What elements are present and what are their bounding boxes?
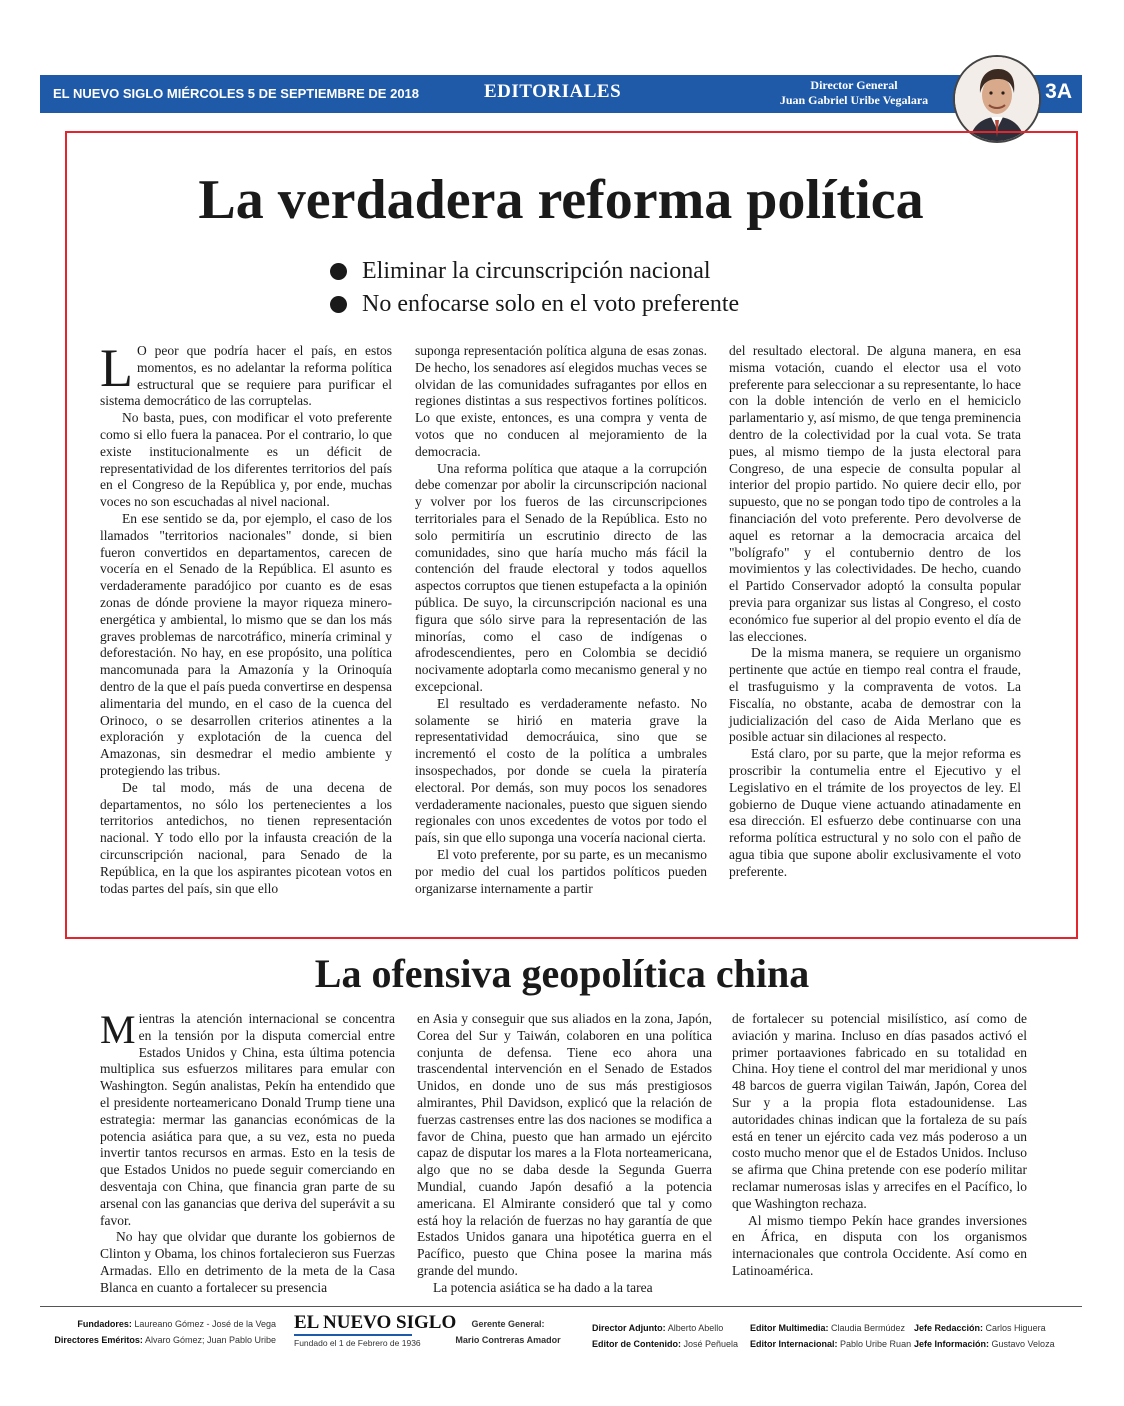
newsroom-chief: Carlos Higuera <box>985 1323 1046 1333</box>
multimedia-label: Editor Multimedia: <box>750 1323 829 1333</box>
editorial-1-column-1 <box>100 338 393 897</box>
paragraph: De tal modo, más de una decena de departamentos, no sólo los pertenecientes a los territorios antedichos, no tienen representación nacional. Y todo ello por la infausta creación de la circunscripción nacional, para Senado de la República, en la que los aspirantes picotean votos en todas partes del país, sin que ello <box>100 779 392 896</box>
paragraph: No hay que olvidar que durante los gobiernos de Clinton y Obama, los chinos fortalecieron sus Fuerzas Armadas. Ello en detrimento de la meta de la Casa Blanca en cuanto a fortalecer su presencia <box>100 1229 395 1295</box>
masthead-date: EL NUEVO SIGLO MIÉRCOLES 5 DE SEPTIEMBRE DE 2018 <box>53 86 420 101</box>
paragraph: de fortalecer su potencial misilístico, así como de aviación y marina. Incluso en días pasados activó el primer portaaviones fabricado en su totalidad en China. Hoy tiene el control del mar meridional y unos 48 barcos de guerra vigilan Taiwán, Japón, Corea del Sur y a la propia flota estadounidense. Las autoridades chinas indican que la fortaleza de su país está en tener un ejército cada vez más poderoso a un costo mucho menor que el de Estados Unidos. Incluso se afirma que China pretende con ese poderío militar reclamar numerosas islas y arrecifes en el Pacífico, lo que Washington rechaza. <box>732 1011 1027 1211</box>
editorial-1-title: La verdadera reforma política <box>198 169 924 231</box>
director-name: Juan Gabriel Uribe Vegalara <box>779 93 929 107</box>
footer-divider <box>40 1306 1082 1307</box>
paragraph: De la misma manera, se requiere un organismo pertinente que actúe en tiempo real contra el fraude, el trasfuguismo y la compraventa de votos. La Fiscalía, no obstante, acaba de demostrar con la judicialización del caso de Aida Merlano que es posible actuar sin dilaciones al respecto. <box>729 645 1021 745</box>
info-label: Jefe Información: <box>914 1339 990 1349</box>
content-label: Editor de Contenido: <box>592 1339 681 1349</box>
founded-date: Fundado el 1 de Febrero de 1936 <box>294 1338 421 1348</box>
editorial-1-column-2 <box>415 343 707 897</box>
emeritus-label: Directores Eméritos: <box>54 1335 143 1345</box>
footer-manager <box>448 1316 568 1348</box>
paragraph: Mientras la atención internacional se concentra en la tensión por la disputa comercial entre Estados Unidos y China, esta última potencia multiplica sus esfuerzos militares para emular con Washington. Según analistas, Pekín ha entendido que el presidente norteamericano Donald Trump tiene una estrategia: mermar las ganancias económicas de la potencia asiática para que, a su vez, esta no pueda invertir tantos recursos en armas. Esto en la tesis de que Estados Unidos no puede seguir comerciando en desventaja con China, que financia gran parte de su arsenal con las ganancias que deriva del superávit a su favor. <box>100 1007 395 1228</box>
footer-editors-3 <box>914 1320 1055 1352</box>
manager-label: Gerente General: <box>471 1319 545 1329</box>
manager: Mario Contreras Amador <box>455 1335 561 1345</box>
founders: Laureano Gómez - José de la Vega <box>134 1319 276 1329</box>
bullet-item: Eliminar la circunscripción nacional <box>330 255 890 288</box>
director-title: Director General <box>810 78 898 92</box>
content-editor: José Peñuela <box>683 1339 739 1349</box>
section-title: EDITORIALES <box>484 81 622 102</box>
editorial-2-title: La ofensiva geopolítica china <box>314 951 810 996</box>
logo-name: EL NUEVO SIGLO <box>294 1312 412 1336</box>
drop-cap: M <box>100 1007 136 1052</box>
editorial-2-column-2 <box>417 1011 712 1297</box>
paragraph: Una reforma política que ataque a la corrupción debe comenzar por abolir la circunscripción nacional y volver por los fueros de las circunscripciones territoriales para el Senado de la República. Esto no solo permitiría un escrutinio directo de las comunidades, sino que haría mucho más fácil la contención del fraude electoral y todos aquellos aspectos corruptos que tienen estupefacta a la opinión pública. De suyo, la circunscripción nacional es una figura que sólo sirve para la representación de las minorías, como el caso de indígenas o afrodescendientes, pero en Colombia se decidió nocivamente adoptarla como mecanismo general y no excepcional. <box>415 460 707 694</box>
footer-editors-1 <box>592 1320 738 1352</box>
masthead-band <box>40 75 1082 113</box>
footer-editors-2 <box>750 1320 911 1352</box>
editorial-2-column-3 <box>732 1011 1027 1280</box>
newspaper-logo <box>294 1312 457 1350</box>
footer-founders <box>40 1316 276 1348</box>
paragraph: No basta, pues, con modificar el voto preferente como si ello fuera la panacea. Por el contrario, lo que existe institucionalmente es un déficit de representatividad de los diferentes territorios del país en el Congreso de la República y, por ende, muchas voces no son escuchadas al nivel nacional. <box>100 410 392 510</box>
deputy: Alberto Abello <box>667 1323 724 1333</box>
founders-label: Fundadores: <box>77 1319 132 1329</box>
international-editor: Pablo Uribe Ruan <box>840 1339 912 1349</box>
director-portrait-icon <box>955 57 1039 141</box>
info-chief: Gustavo Veloza <box>991 1339 1055 1349</box>
multimedia-editor: Claudia Bermúdez <box>831 1323 906 1333</box>
paragraph: En ese sentido se da, por ejemplo, el caso de los llamados "territorios nacionales" donde, si bien fueron convertidos en departamentos, carecen de vocería en el Senado de la República. El asunto es verdaderamente paradójico por cuanto es de esas zonas de dónde proviene la mayor riqueza minero-energética y ambiental, lo mismo que se dan los más graves problemas de narcotráfico, minería criminal y deforestación. No hay, en ese propósito, una política mancomunada para la Amazonía y la Orinoquía dentro de la que el país pueda convertirse en despensa alimentaria del mundo, en el caso de la cuenca del Orinoco, o se desarrollen criterios atinentes a la exploración y explotación de la cuenca del Amazonas, sin desmedrar el medio ambiente y protegiendo las tribus. <box>100 510 393 778</box>
drop-cap: L <box>100 338 133 398</box>
paragraph: El voto preferente, por su parte, es un mecanismo por medio del cual los partidos políticos pueden organizarse internamente a partir <box>415 846 707 896</box>
international-label: Editor Internacional: <box>750 1339 838 1349</box>
paragraph: del resultado electoral. De alguna manera, en esa misma votación, cuando el elector usa el voto preferente para seleccionar a su representante, lo hace con la doble intención de verlo en el hemiciclo parlamentario y, así mismo, de que tenga preminencia dentro de la colectividad por la cual vota. Se trata pues, al mismo tiempo de la justa electoral para Congreso, de una especie de consulta popular al interior del propio partido. No quiere decir ello, por supuesto, que no se pongan todo tipo de controles a la financiación del voto preferente. Pero devolverse de aquel es retornar a la democracia arcaica del "bolígrafo" y el contubernio dentro de los movimientos y las colectividades. De hecho, cuando el Partido Conservador adoptó la consulta popular previa para organizar sus listas al Congreso, el costo económico fue superior al del propio evento el día de las elecciones. <box>729 343 1021 644</box>
editorial-1-column-3 <box>729 343 1021 881</box>
editorial-1-bullets <box>330 255 890 321</box>
paragraph: en Asia y conseguir que sus aliados en la zona, Japón, Corea del Sur y Taiwán, colaboren en una política conjunta de defensa. Tiene eco ahora una trascendental intervención en el Senado de Estados Unidos, en donde uno de sus más prestigiosos almirantes, Phil Davidson, explicó que la relación de fuerzas castrenses entre las dos naciones se modifica a favor de China, puesto que han armado un ejército capaz de disputar los mares a la Flota norteamericana, algo que no se daba desde la Segunda Guerra Mundial, cuando Japón desafió a la potencia americana. El Almirante consideró que tal y como está hoy la relación de fuerzas no hay garantía de que Estados Unidos ganara una hipotética guerra en el Pacífico, puesto que China posee la marina más grande del mundo. <box>417 1011 712 1278</box>
newsroom-label: Jefe Redacción: <box>914 1323 984 1333</box>
director-avatar <box>953 55 1041 143</box>
paragraph: Al mismo tiempo Pekín hace grandes inversiones en África, en disputa con los organismos internacionales que controla Occidente. Así como en Latinoamérica. <box>732 1212 1027 1278</box>
editorial-2-column-1 <box>100 1007 395 1297</box>
paragraph: El resultado es verdaderamente nefasto. No solamente se hirió en materia grave la representatividad democráuica, sino que se incrementó el costo de la política a umbrales insospechados, por donde se cuela la piratería electoral. Por demás, son muy pocos los senadores verdaderamente nacionales, puesto que siguen siendo regionales con unos excedentes de votos por todo el país, sin que ello suponga una vocería nacional cierta. <box>415 695 707 846</box>
paragraph: suponga representación política alguna de esas zonas. De hecho, los senadores así elegidos muchas veces se olvidan de las comunidades sufragantes por ellos en regiones distintas a sus respectivos fortines políticos. Lo que existe, entonces, es una compra y venta de votos que no conducen al mejoramiento de la democracia. <box>415 343 707 459</box>
deputy-label: Director Adjunto: <box>592 1323 666 1333</box>
paragraph: La potencia asiática se ha dado a la tarea <box>433 1279 653 1295</box>
director-credit <box>740 78 968 108</box>
bullet-item: No enfocarse solo en el voto preferente <box>330 288 890 321</box>
paragraph: L O peor que podría hacer el país, en estos momentos, es no adelantar la reforma política estructural que se requiere para purificar el sistema democrático de las corruptelas. <box>100 338 392 409</box>
paragraph: Está claro, por su parte, que la mejor reforma es proscribir la contumelia entre el Ejecutivo y el Legislativo en el trámite de los proyectos de ley. El gobierno de Duque viene actuando atinadamente en esa dirección. El esfuerzo debe continuarse con una reforma política estructural y no solo con el paño de agua tibia que supone abolir exclusivamente el voto preferente. <box>729 746 1021 879</box>
page-number: 3A <box>1045 80 1072 103</box>
emeritus: Alvaro Gómez; Juan Pablo Uribe <box>144 1335 276 1345</box>
